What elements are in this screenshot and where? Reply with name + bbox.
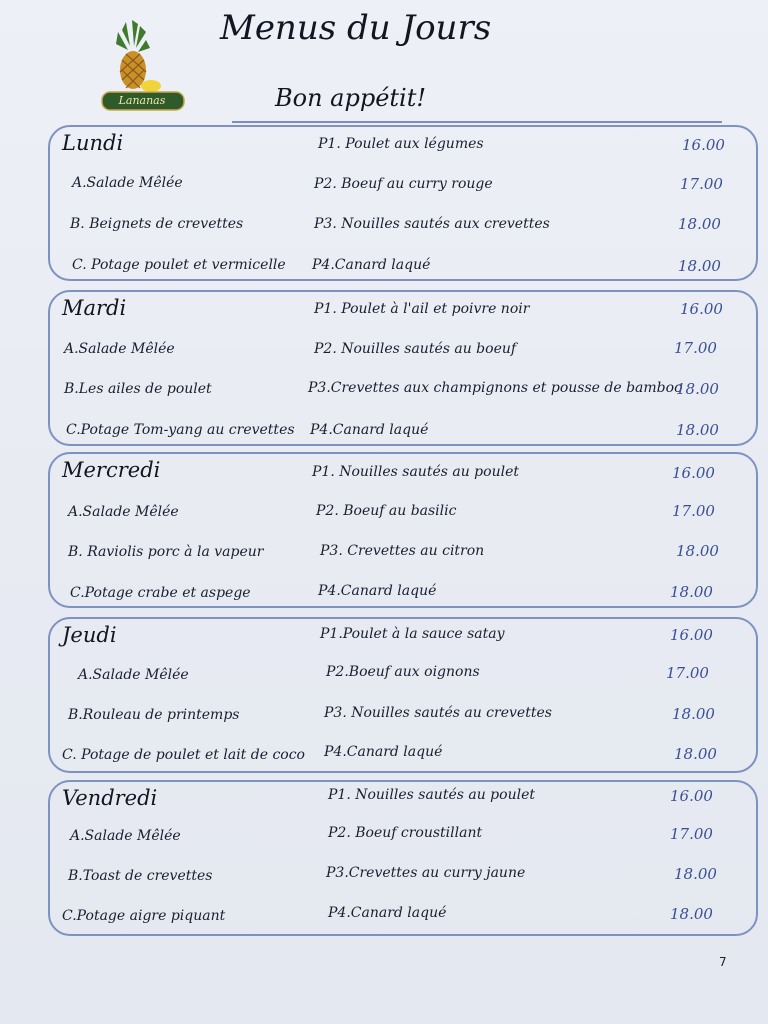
price: 18.00 bbox=[678, 257, 721, 275]
price: 17.00 bbox=[670, 825, 713, 843]
plat-item: P2. Nouilles sautés au boeuf bbox=[314, 341, 517, 357]
entree-item: C.Potage aigre piquant bbox=[62, 908, 226, 924]
price: 16.00 bbox=[680, 300, 723, 318]
entree-item: C.Potage crabe et aspege bbox=[70, 585, 251, 601]
plat-item: P2.Boeuf aux oignons bbox=[326, 664, 480, 680]
price: 16.00 bbox=[670, 787, 713, 805]
day-section-mardi bbox=[48, 290, 758, 446]
entree-item: C. Potage poulet et vermicelle bbox=[72, 257, 286, 273]
price: 17.00 bbox=[680, 175, 723, 193]
plat-item: P3. Nouilles sautés au crevettes bbox=[324, 705, 552, 721]
day-name: Vendredi bbox=[62, 786, 158, 810]
entree-item: B.Rouleau de printemps bbox=[68, 707, 240, 723]
day-section-vendredi bbox=[48, 780, 758, 936]
day-name: Jeudi bbox=[62, 623, 117, 647]
price: 18.00 bbox=[674, 745, 717, 763]
entree-item: B. Raviolis porc à la vapeur bbox=[68, 544, 264, 560]
plat-item: P2. Boeuf croustillant bbox=[328, 825, 483, 841]
price: 16.00 bbox=[682, 136, 725, 154]
logo-text: Lananas bbox=[118, 94, 166, 107]
price: 16.00 bbox=[672, 464, 715, 482]
price: 18.00 bbox=[676, 380, 719, 398]
plat-item: P4.Canard laqué bbox=[324, 744, 443, 760]
plat-item: P1. Nouilles sautés au poulet bbox=[312, 464, 519, 480]
price: 17.00 bbox=[666, 664, 709, 682]
plat-item: P3.Crevettes aux champignons et pousse de bamboo bbox=[308, 380, 683, 396]
page-subtitle: Bon appétit! bbox=[275, 84, 427, 112]
entree-item: C. Potage de poulet et lait de coco bbox=[62, 747, 305, 763]
price: 18.00 bbox=[672, 705, 715, 723]
price: 17.00 bbox=[674, 339, 717, 357]
plat-item: P4.Canard laqué bbox=[310, 422, 429, 438]
plat-item: P4.Canard laqué bbox=[328, 905, 447, 921]
entree-item: A.Salade Mêlée bbox=[64, 341, 175, 357]
entree-item: B. Beignets de crevettes bbox=[70, 216, 244, 232]
entree-item: B.Les ailes de poulet bbox=[64, 381, 212, 397]
plat-item: P1. Nouilles sautés au poulet bbox=[328, 787, 535, 803]
plat-item: P3. Crevettes au citron bbox=[320, 543, 485, 559]
day-name: Lundi bbox=[62, 131, 124, 155]
page-number: 7 bbox=[719, 955, 727, 969]
plat-item: P4.Canard laqué bbox=[318, 583, 437, 599]
price: 18.00 bbox=[670, 905, 713, 923]
plat-item: P1. Poulet aux légumes bbox=[318, 136, 484, 152]
day-section-jeudi bbox=[48, 617, 758, 773]
plat-item: P1. Poulet à l'ail et poivre noir bbox=[314, 301, 530, 317]
price: 18.00 bbox=[678, 215, 721, 233]
plat-item: P1.Poulet à la sauce satay bbox=[320, 626, 505, 642]
entree-item: A.Salade Mêlée bbox=[68, 504, 179, 520]
header-divider bbox=[232, 121, 722, 123]
entree-item: B.Toast de crevettes bbox=[68, 868, 213, 884]
day-section-lundi bbox=[48, 125, 758, 281]
plat-item: P3. Nouilles sautés aux crevettes bbox=[314, 216, 550, 232]
price: 17.00 bbox=[672, 502, 715, 520]
price: 18.00 bbox=[676, 421, 719, 439]
price: 18.00 bbox=[670, 583, 713, 601]
entree-item: C.Potage Tom-yang au crevettes bbox=[66, 422, 295, 438]
plat-item: P2. Boeuf au curry rouge bbox=[314, 176, 493, 192]
entree-item: A.Salade Mêlée bbox=[70, 828, 181, 844]
entree-item: A.Salade Mêlée bbox=[78, 667, 189, 683]
page-title: Menus du Jours bbox=[220, 8, 492, 48]
plat-item: P2. Boeuf au basilic bbox=[316, 503, 457, 519]
price: 18.00 bbox=[676, 542, 719, 560]
entree-item: A.Salade Mêlée bbox=[72, 175, 183, 191]
day-section-mercredi bbox=[48, 452, 758, 608]
price: 18.00 bbox=[674, 865, 717, 883]
price: 16.00 bbox=[670, 626, 713, 644]
plat-item: P3.Crevettes au curry jaune bbox=[326, 865, 526, 881]
day-name: Mercredi bbox=[62, 458, 161, 482]
day-name: Mardi bbox=[62, 296, 127, 320]
plat-item: P4.Canard laqué bbox=[312, 257, 431, 273]
